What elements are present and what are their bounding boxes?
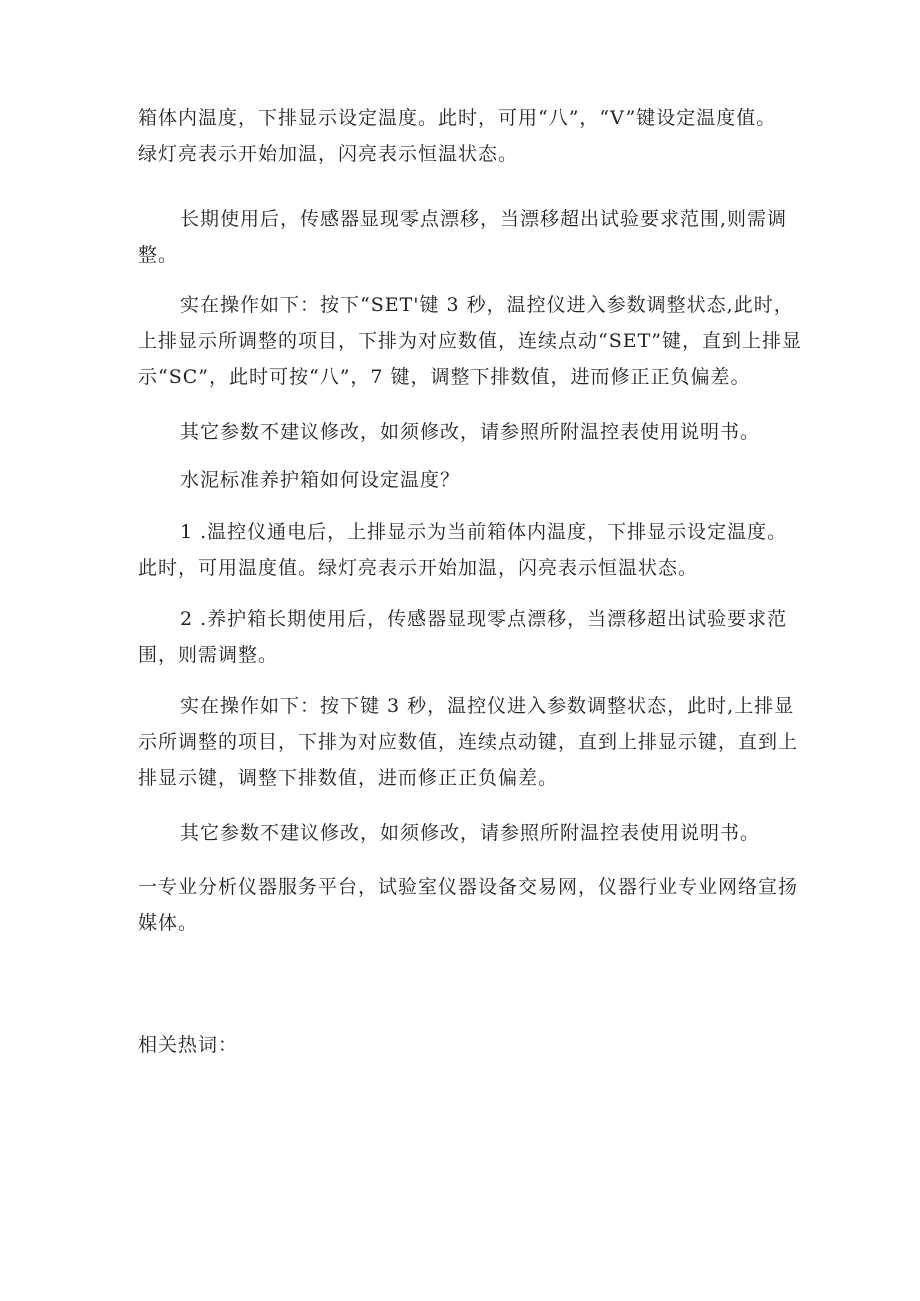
text-line: 此时，可用温度值。绿灯亮表示开始加温，闪亮表示恒温状态。 — [138, 557, 699, 579]
text-line: 示所调整的项目，下排为对应数值，连续点动键，直到上排显示键，直到上 — [138, 731, 799, 753]
text-line: 其它参数不建议修改，如须修改，请参照所附温控表使用说明书。 — [180, 822, 761, 844]
text-line: 示“SC”，此时可按“八”，7 键，调整下排数值，进而修正正负偏差。 — [138, 366, 751, 388]
paragraph-other-parameters — [138, 414, 810, 450]
text-line: 2 .养护箱长期使用后，传感器显现零点漂移，当漂移超出试验要求范 — [180, 608, 788, 630]
paragraph-platform-footer — [138, 869, 810, 941]
text-line: 实在操作如下：按下键 3 秒，温控仪进入参数调整状态，此时,上排显 — [180, 695, 795, 717]
text-line: 围，则需调整。 — [138, 644, 279, 666]
paragraph-sensor-drift — [138, 201, 810, 273]
text-line: 媒体。 — [138, 912, 199, 934]
section-question — [138, 462, 810, 498]
paragraph-other-parameters-2 — [138, 815, 810, 851]
list-item-2 — [138, 601, 810, 673]
text-line: 排显示键，调整下排数值，进而修正正负偏差。 — [138, 767, 559, 789]
list-item-1 — [138, 514, 810, 586]
related-keywords — [138, 1027, 810, 1063]
text-line: 绿灯亮表示开始加温，闪亮表示恒温状态。 — [138, 143, 519, 165]
text-line: 一专业分析仪器服务平台，试验室仪器设备交易网，仪器行业专业网络宣扬 — [138, 876, 799, 898]
paragraph-temperature-display — [138, 100, 810, 172]
text-line: 1 .温控仪通电后，上排显示为当前箱体内温度，下排显示设定温度。 — [180, 521, 788, 543]
text-line: 整。 — [138, 244, 179, 266]
text-line: 水泥标准养护箱如何设定温度？ — [180, 469, 461, 491]
text-line: 长期使用后，传感器显现零点漂移，当漂移超出试验要求范围,则需调 — [180, 208, 788, 230]
text-line: 上排显示所调整的项目，下排为对应数值，连续点动“SET”键，直到上排显 — [138, 330, 802, 352]
paragraph-operation-steps — [138, 287, 810, 395]
text-line: 其它参数不建议修改，如须修改，请参照所附温控表使用说明书。 — [180, 421, 761, 443]
related-keywords-label: 相关热词： — [138, 1034, 239, 1056]
paragraph-operation-steps-2 — [138, 688, 810, 796]
text-line: 箱体内温度，下排显示设定温度。此时，可用“八”，“V”键设定温度值。 — [138, 107, 777, 129]
text-line: 实在操作如下：按下“SET'键 3 秒，温控仪进入参数调整状态,此时， — [180, 294, 794, 316]
